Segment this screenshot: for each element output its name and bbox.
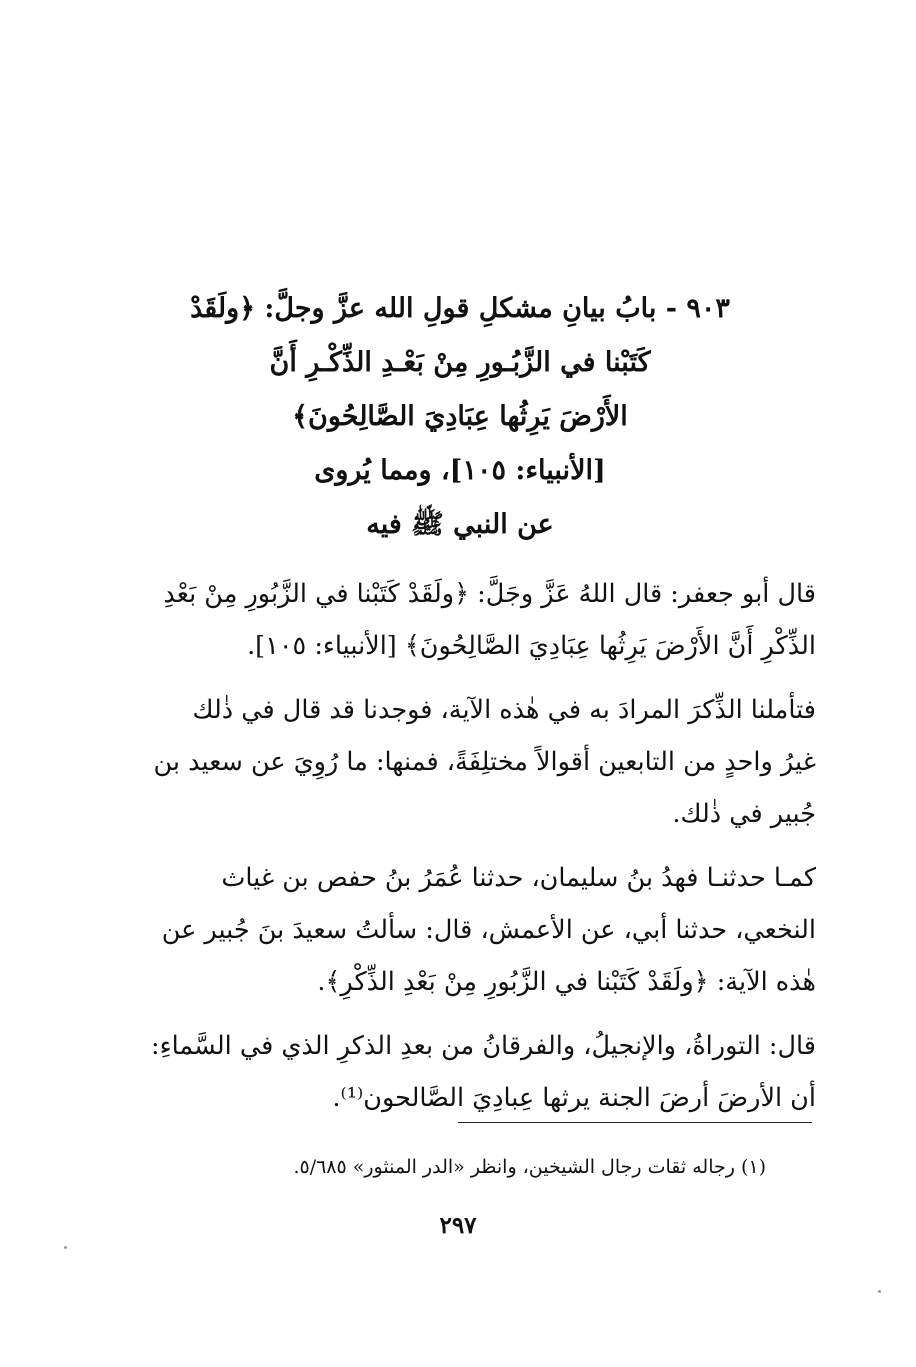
heading-line: كَتَبْنا في الزَّبُـورِ مِنْ بَعْـدِ الذِّكْـرِ أَنَّ [269, 347, 651, 378]
paragraph [104, 568, 816, 672]
heading-line: ٩٠٣ - بابُ بيانِ مشكلِ قولِ الله عزَّ وجلَّ: ﴿ولَقَدْ [190, 293, 730, 324]
paragraph [104, 684, 816, 840]
footnote-divider [458, 1122, 812, 1123]
text-line: غيرُ واحدٍ من التابعين أقوالاً مختلِفَةً، فمنها: ما رُوِيَ عن سعيد بن [153, 747, 816, 777]
scan-speck [64, 1246, 67, 1249]
text-line: قال أبو جعفر: قال اللهُ عَزَّ وجَلَّ: ﴿ولَقَدْ كَتَبْنا في الزَّبُورِ مِنْ بَعْدِ [163, 579, 816, 609]
footnote: (١) رجاله ثقات رجال الشيخين، وانظر «الدر المنثور» ٥/٦٨٥. [293, 1156, 766, 1178]
main-text [104, 568, 816, 1136]
heading-line: عن النبي ﷺ فيه [366, 509, 554, 540]
scan-speck [878, 1290, 881, 1293]
heading-line: الأَرْضَ يَرِثُها عِبَادِيَ الصَّالِحُونَ﴾ [292, 401, 628, 432]
text-line: النخعي، حدثنا أبي، عن الأعمش، قال: سألتُ سعيدَ بنَ جُبير عن [161, 915, 816, 945]
paragraph [104, 1020, 816, 1124]
text-line: جُبير في ذٰلك. [672, 799, 816, 829]
text-line: قال: التوراةُ، والإنجيلُ، والفرقانُ من بعدِ الذكرِ الذي في السَّماءِ: [151, 1031, 816, 1061]
text-line: أن الأرضَ أرضَ الجنة يرثها عِبادِيَ الصَّالحون⁽¹⁾. [332, 1083, 816, 1113]
text-line: فتأملنا الذِّكرَ المرادَ به في هٰذه الآية، فوجدنا قد قال في ذٰلك [192, 695, 816, 725]
page-number: ٢٩٧ [439, 1212, 477, 1239]
text-line: الذِّكْرِ أَنَّ الأَرْضَ يَرِثُها عِبَادِيَ الصَّالِحُونَ﴾ [الأنبياء: ١٠٥]. [247, 631, 816, 661]
paragraph [104, 852, 816, 1008]
chapter-heading [150, 282, 770, 552]
text-line: كمـا حدثنـا فهدُ بنُ سليمان، حدثنا عُمَرُ بنُ حفص بن غياث [221, 863, 816, 893]
heading-line: [الأنبياء: ١٠٥]، ومما يُروى [314, 455, 606, 486]
text-line: هٰذه الآية: ﴿ولَقَدْ كَتَبْنا في الزَّبُورِ مِنْ بَعْدِ الذِّكْرِ﴾. [317, 967, 816, 997]
